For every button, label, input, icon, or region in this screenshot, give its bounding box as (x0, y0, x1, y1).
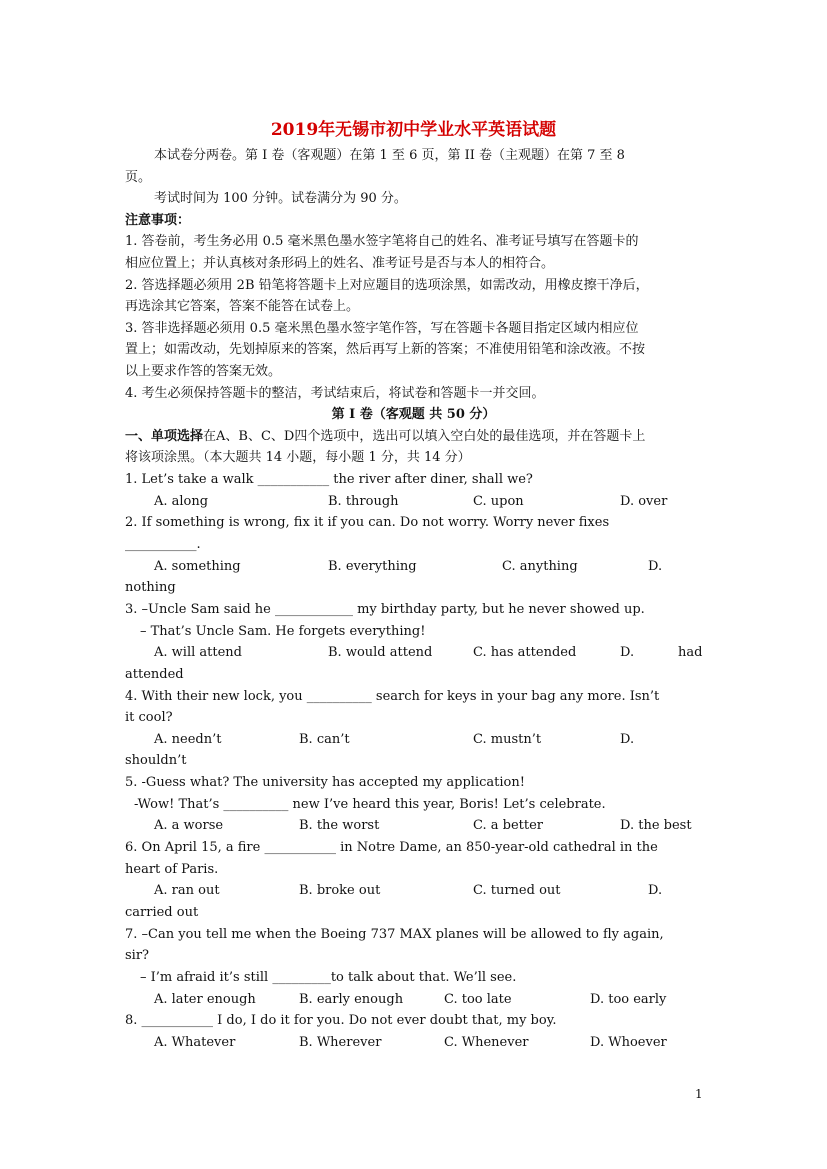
intro-line-1: 本试卷分两卷。第 I 卷（客观题）在第 1 至 6 页，第 II 卷（主观题）在第 7 至 8 (154, 148, 625, 163)
q8-option-a: A. Whatever (154, 1035, 236, 1050)
part1-text: 在A、B、C、D四个选项中，选出可以填入空白处的最佳选项，并在答题卡上 (203, 429, 646, 444)
q3-option-d: D. (620, 645, 635, 660)
notice-line: 2. 答选择题必须用 2B 铅笔将答题卡上对应题目的选项涂黑，如需改动，用橡皮擦干净后， (125, 278, 649, 293)
part1-heading: 一、单项选择 (125, 429, 204, 444)
notice-line: 相应位置上；并认真核对条形码上的姓名、准考证号是否与本人的相符合。 (125, 256, 555, 271)
q4-option-d-cont: shouldn’t (125, 753, 187, 768)
q4-option-d: D. (620, 732, 635, 747)
notice-heading: 注意事项： (125, 213, 191, 228)
q1-option-b: B. through (328, 494, 399, 509)
page-number: 1 (695, 1087, 703, 1101)
q2-option-d-cont: nothing (125, 580, 176, 595)
question-2-stem-cont: ___________. (125, 537, 201, 552)
q3-option-b: B. would attend (328, 645, 433, 660)
intro-line-2: 考试时间为 100 分钟。试卷满分为 90 分。 (154, 191, 407, 206)
part1-instruction-2: 将该项涂黑。（本大题共 14 小题，每小题 1 分，共 14 分） (125, 450, 471, 465)
page-title: 2019年无锡市初中学业水平英语试题 (270, 120, 557, 140)
q4-option-b: B. can’t (299, 732, 350, 747)
q2-option-d: D. (648, 559, 663, 574)
question-4-stem-cont: it cool? (125, 710, 173, 725)
q8-option-c: C. Whenever (444, 1035, 529, 1050)
question-7-stem-cont: sir? (125, 948, 150, 963)
question-7-stem: 7. –Can you tell me when the Boeing 737 MAX planes will be allowed to fly again, (125, 927, 664, 942)
q2-option-c: C. anything (502, 559, 578, 574)
q7-option-c: C. too late (444, 992, 512, 1007)
notice-line: 1. 答卷前，考生务必用 0.5 毫米黑色墨水签字笔将自己的姓名、准考证号填写在答题卡的 (125, 234, 639, 249)
q7-option-b: B. early enough (299, 992, 404, 1007)
question-1-stem: 1. Let’s take a walk ___________ the river after diner, shall we? (125, 472, 533, 487)
q6-option-b: B. broke out (299, 883, 381, 898)
notice-line: 4. 考生必须保持答题卡的整洁，考试结束后，将试卷和答题卡一并交回。 (125, 386, 545, 401)
q4-option-a: A. needn’t (154, 732, 222, 747)
question-3-reply: – That’s Uncle Sam. He forgets everything! (140, 624, 426, 639)
question-7-reply: – I’m afraid it’s still _________to talk about that. We’ll see. (140, 970, 517, 985)
q6-option-a: A. ran out (154, 883, 220, 898)
notice-line: 3. 答非选择题必须用 0.5 毫米黑色墨水签字笔作答，写在答题卡各题目指定区域内相应位 (125, 321, 639, 336)
part1-instruction (125, 429, 645, 445)
question-8-stem: 8. ___________ I do, I do it for you. Do not ever doubt that, my boy. (125, 1013, 557, 1028)
q6-option-c: C. turned out (473, 883, 561, 898)
section-heading: 第 I 卷（客观题 共 50 分） (331, 407, 496, 422)
question-4-stem: 4. With their new lock, you __________ search for keys in your bag any more. Isn’t (125, 689, 660, 704)
question-3-stem: 3. –Uncle Sam said he ____________ my birthday party, but he never showed up. (125, 602, 645, 617)
q5-option-b: B. the worst (299, 818, 380, 833)
question-5-stem: 5. -Guess what? The university has accepted my application! (125, 775, 525, 790)
q8-option-b: B. Wherever (299, 1035, 382, 1050)
q4-option-c: C. mustn’t (473, 732, 542, 747)
q7-option-a: A. later enough (154, 992, 256, 1007)
q8-option-d: D. Whoever (590, 1035, 667, 1050)
q5-option-d: D. the best (620, 818, 692, 833)
q3-option-a: A. will attend (154, 645, 242, 660)
q6-option-d-cont: carried out (125, 905, 199, 920)
q6-option-d: D. (648, 883, 663, 898)
q5-option-a: A. a worse (154, 818, 224, 833)
question-2-stem: 2. If something is wrong, fix it if you can. Do not worry. Worry never fixes (125, 515, 610, 530)
notice-line: 再选涂其它答案，答案不能答在试卷上。 (125, 299, 360, 314)
q2-option-b: B. everything (328, 559, 417, 574)
question-6-stem: 6. On April 15, a fire ___________ in Notre Dame, an 850-year-old cathedral in the (125, 840, 658, 855)
q3-option-d-text: had (678, 645, 703, 660)
q7-option-d: D. too early (590, 992, 667, 1007)
q1-option-a: A. along (154, 494, 209, 509)
q2-option-a: A. something (154, 559, 241, 574)
q3-option-c: C. has attended (473, 645, 577, 660)
q1-option-c: C. upon (473, 494, 524, 509)
question-5-reply: -Wow! That’s __________ new I’ve heard this year, Boris! Let’s celebrate. (134, 797, 606, 812)
q3-option-d-cont: attended (125, 667, 184, 682)
intro-line-1b: 页。 (125, 170, 152, 185)
question-6-stem-cont: heart of Paris. (125, 862, 219, 877)
q1-option-d: D. over (620, 494, 668, 509)
notice-line: 置上；如需改动，先划掉原来的答案，然后再写上新的答案；不准使用铅笔和涂改液。不按 (125, 342, 646, 357)
notice-line: 以上要求作答的答案无效。 (125, 364, 282, 379)
q5-option-c: C. a better (473, 818, 544, 833)
